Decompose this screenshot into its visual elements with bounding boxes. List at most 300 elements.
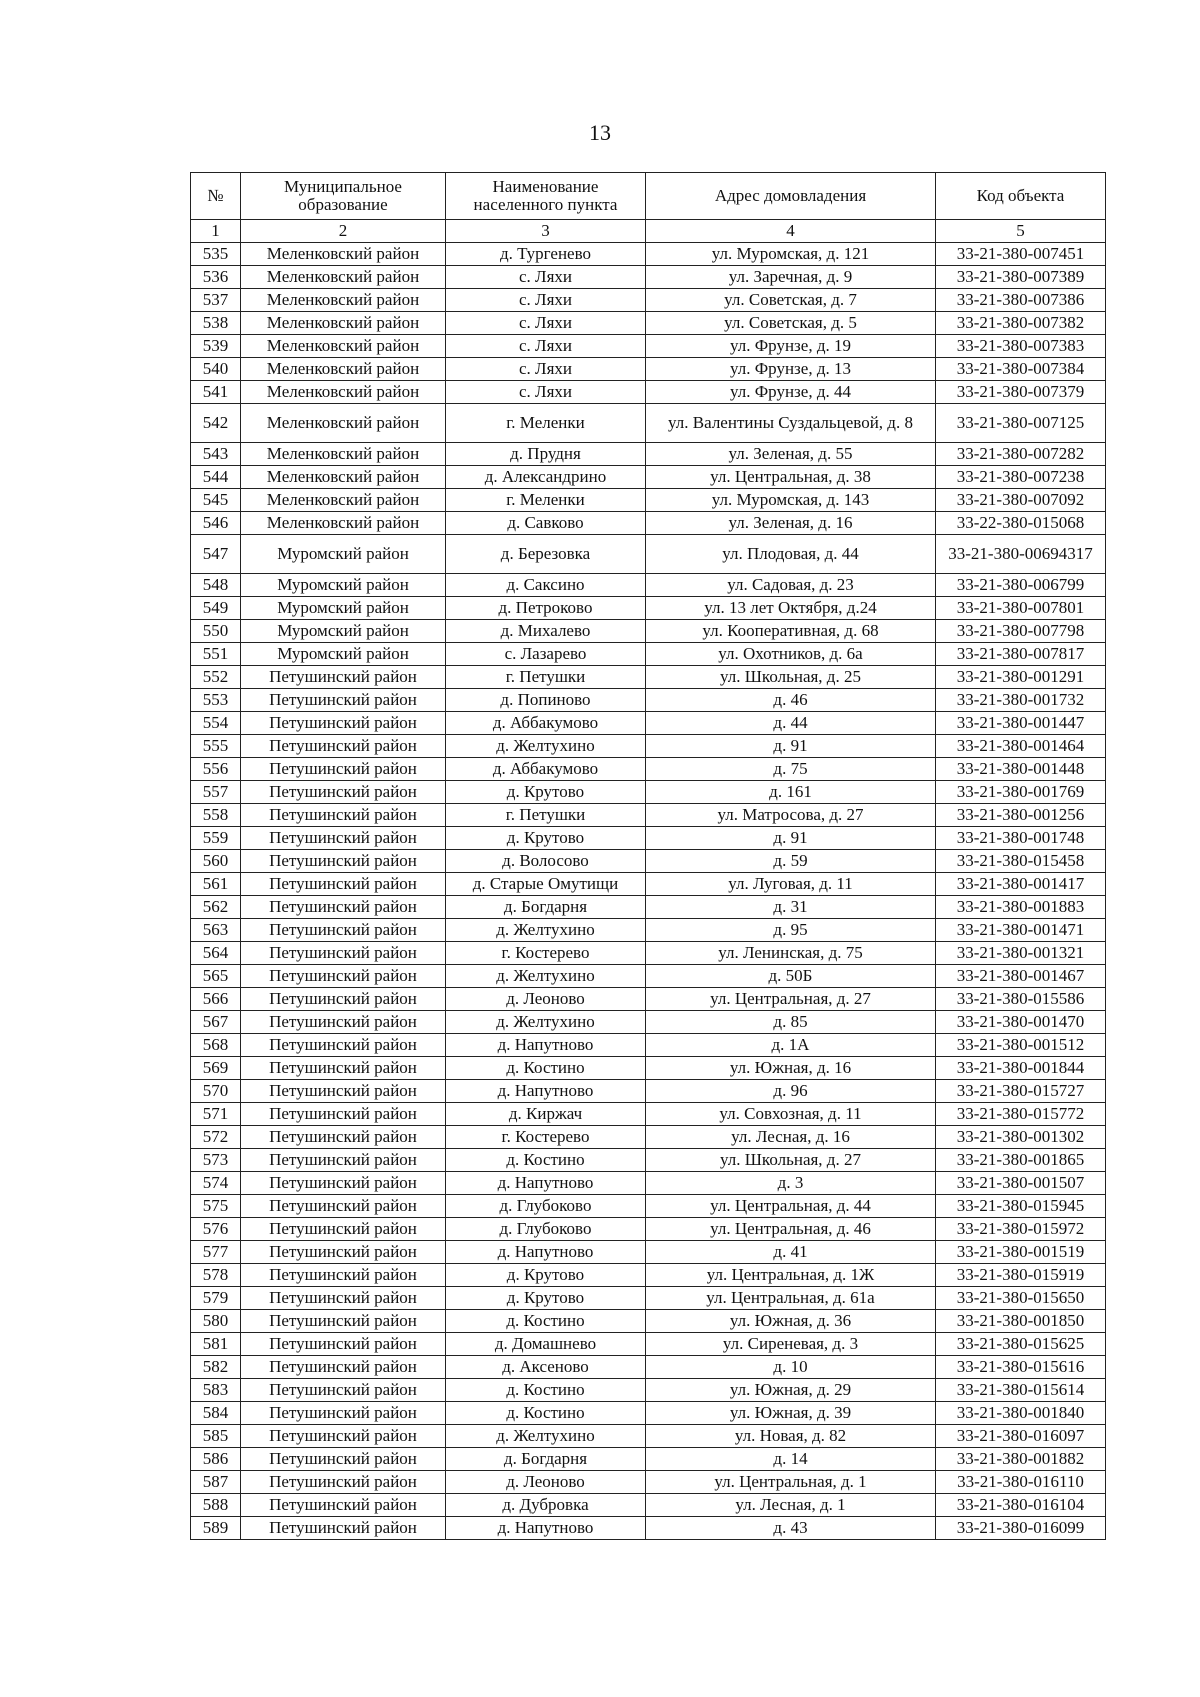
cell-address: ул. Плодовая, д. 44 <box>646 535 936 574</box>
cell-municipality: Меленковский район <box>241 358 446 381</box>
cell-municipality: Петушинский район <box>241 1471 446 1494</box>
cell-address: д. 41 <box>646 1241 936 1264</box>
cell-municipality: Петушинский район <box>241 919 446 942</box>
cell-number: 567 <box>191 1011 241 1034</box>
table-header <box>191 173 1106 243</box>
table-row <box>191 466 1106 489</box>
column-number: 2 <box>241 220 446 243</box>
cell-number: 558 <box>191 804 241 827</box>
table-row <box>191 312 1106 335</box>
cell-object-code: 33-21-380-001865 <box>936 1149 1106 1172</box>
cell-number: 559 <box>191 827 241 850</box>
cell-object-code: 33-21-380-001844 <box>936 1057 1106 1080</box>
cell-number: 580 <box>191 1310 241 1333</box>
cell-number: 542 <box>191 404 241 443</box>
cell-municipality: Петушинский район <box>241 1195 446 1218</box>
cell-municipality: Меленковский район <box>241 335 446 358</box>
cell-object-code: 33-21-380-007386 <box>936 289 1106 312</box>
cell-address: д. 10 <box>646 1356 936 1379</box>
cell-settlement: д. Крутово <box>446 1287 646 1310</box>
cell-municipality: Петушинский район <box>241 666 446 689</box>
cell-settlement: д. Леоново <box>446 988 646 1011</box>
cell-number: 535 <box>191 243 241 266</box>
cell-settlement: д. Крутово <box>446 827 646 850</box>
cell-number: 586 <box>191 1448 241 1471</box>
cell-address: ул. Муромская, д. 121 <box>646 243 936 266</box>
cell-settlement: д. Костино <box>446 1402 646 1425</box>
cell-settlement: с. Ляхи <box>446 335 646 358</box>
cell-settlement: д. Прудня <box>446 443 646 466</box>
column-header-address: Адрес домовладения <box>646 173 936 220</box>
cell-address: ул. Фрунзе, д. 44 <box>646 381 936 404</box>
cell-number: 570 <box>191 1080 241 1103</box>
cell-number: 537 <box>191 289 241 312</box>
cell-settlement: д. Аббакумово <box>446 758 646 781</box>
cell-object-code: 33-21-380-001447 <box>936 712 1106 735</box>
cell-number: 547 <box>191 535 241 574</box>
cell-municipality: Меленковский район <box>241 512 446 535</box>
cell-object-code: 33-21-380-007389 <box>936 266 1106 289</box>
cell-municipality: Петушинский район <box>241 1218 446 1241</box>
cell-address: ул. Кооперативная, д. 68 <box>646 620 936 643</box>
cell-object-code: 33-21-380-001769 <box>936 781 1106 804</box>
table-row <box>191 1241 1106 1264</box>
cell-municipality: Петушинский район <box>241 873 446 896</box>
table-row <box>191 1402 1106 1425</box>
cell-object-code: 33-21-380-007282 <box>936 443 1106 466</box>
cell-municipality: Меленковский район <box>241 489 446 512</box>
table-row <box>191 1379 1106 1402</box>
table-row <box>191 489 1106 512</box>
cell-settlement: д. Саксино <box>446 574 646 597</box>
cell-object-code: 33-21-380-001464 <box>936 735 1106 758</box>
cell-number: 564 <box>191 942 241 965</box>
cell-object-code: 33-21-380-015586 <box>936 988 1106 1011</box>
table-row <box>191 335 1106 358</box>
cell-number: 584 <box>191 1402 241 1425</box>
cell-object-code: 33-21-380-001840 <box>936 1402 1106 1425</box>
cell-address: ул. Южная, д. 16 <box>646 1057 936 1080</box>
cell-object-code: 33-21-380-001448 <box>936 758 1106 781</box>
column-number: 5 <box>936 220 1106 243</box>
cell-settlement: д. Аббакумово <box>446 712 646 735</box>
cell-number: 576 <box>191 1218 241 1241</box>
cell-address: ул. Фрунзе, д. 19 <box>646 335 936 358</box>
cell-municipality: Меленковский район <box>241 312 446 335</box>
cell-object-code: 33-21-380-001748 <box>936 827 1106 850</box>
table-row <box>191 827 1106 850</box>
cell-address: ул. Центральная, д. 44 <box>646 1195 936 1218</box>
table-row <box>191 1126 1106 1149</box>
cell-object-code: 33-22-380-015068 <box>936 512 1106 535</box>
cell-settlement: д. Желтухино <box>446 735 646 758</box>
cell-number: 587 <box>191 1471 241 1494</box>
cell-address: д. 96 <box>646 1080 936 1103</box>
cell-object-code: 33-21-380-015650 <box>936 1287 1106 1310</box>
cell-municipality: Петушинский район <box>241 942 446 965</box>
cell-municipality: Петушинский район <box>241 1333 446 1356</box>
cell-number: 577 <box>191 1241 241 1264</box>
cell-municipality: Петушинский район <box>241 1149 446 1172</box>
cell-object-code: 33-21-380-015727 <box>936 1080 1106 1103</box>
cell-municipality: Петушинский район <box>241 1517 446 1540</box>
cell-address: д. 3 <box>646 1172 936 1195</box>
cell-settlement: с. Ляхи <box>446 381 646 404</box>
cell-number: 578 <box>191 1264 241 1287</box>
cell-object-code: 33-21-380-007383 <box>936 335 1106 358</box>
table-row <box>191 1448 1106 1471</box>
cell-number: 561 <box>191 873 241 896</box>
table-row <box>191 1057 1106 1080</box>
cell-object-code: 33-21-380-015772 <box>936 1103 1106 1126</box>
column-number: 4 <box>646 220 936 243</box>
cell-settlement: д. Желтухино <box>446 965 646 988</box>
cell-number: 569 <box>191 1057 241 1080</box>
cell-municipality: Петушинский район <box>241 1402 446 1425</box>
table-row <box>191 850 1106 873</box>
cell-object-code: 33-21-380-006799 <box>936 574 1106 597</box>
cell-address: д. 44 <box>646 712 936 735</box>
cell-municipality: Петушинский район <box>241 1241 446 1264</box>
cell-number: 551 <box>191 643 241 666</box>
table-row <box>191 597 1106 620</box>
cell-object-code: 33-21-380-007092 <box>936 489 1106 512</box>
cell-object-code: 33-21-380-001512 <box>936 1034 1106 1057</box>
column-number-row <box>191 220 1106 243</box>
cell-object-code: 33-21-380-007384 <box>936 358 1106 381</box>
column-header-object-code: Код объекта <box>936 173 1106 220</box>
cell-address: ул. Центральная, д. 1 <box>646 1471 936 1494</box>
cell-settlement: с. Ляхи <box>446 358 646 381</box>
table-row <box>191 1195 1106 1218</box>
cell-settlement: д. Желтухино <box>446 1011 646 1034</box>
cell-municipality: Петушинский район <box>241 1310 446 1333</box>
cell-settlement: г. Петушки <box>446 804 646 827</box>
cell-municipality: Петушинский район <box>241 804 446 827</box>
cell-address: д. 1А <box>646 1034 936 1057</box>
table-row <box>191 1080 1106 1103</box>
cell-number: 539 <box>191 335 241 358</box>
table-row <box>191 666 1106 689</box>
cell-settlement: д. Волосово <box>446 850 646 873</box>
column-number: 3 <box>446 220 646 243</box>
cell-number: 579 <box>191 1287 241 1310</box>
cell-number: 560 <box>191 850 241 873</box>
table-body <box>191 243 1106 1540</box>
cell-number: 538 <box>191 312 241 335</box>
cell-number: 568 <box>191 1034 241 1057</box>
cell-municipality: Петушинский район <box>241 781 446 804</box>
cell-municipality: Муромский район <box>241 597 446 620</box>
cell-address: ул. Зеленая, д. 16 <box>646 512 936 535</box>
table-row <box>191 1172 1106 1195</box>
cell-address: ул. Центральная, д. 1Ж <box>646 1264 936 1287</box>
cell-settlement: д. Попиново <box>446 689 646 712</box>
cell-address: ул. Ленинская, д. 75 <box>646 942 936 965</box>
cell-address: ул. Центральная, д. 61а <box>646 1287 936 1310</box>
cell-municipality: Меленковский район <box>241 466 446 489</box>
cell-settlement: д. Богдарня <box>446 1448 646 1471</box>
table-row <box>191 804 1106 827</box>
cell-address: д. 14 <box>646 1448 936 1471</box>
cell-object-code: 33-21-380-015919 <box>936 1264 1106 1287</box>
cell-settlement: д. Старые Омутищи <box>446 873 646 896</box>
cell-municipality: Петушинский район <box>241 965 446 988</box>
cell-address: ул. Валентины Суздальцевой, д. 8 <box>646 404 936 443</box>
table-row <box>191 443 1106 466</box>
cell-settlement: г. Меленки <box>446 489 646 512</box>
cell-municipality: Меленковский район <box>241 289 446 312</box>
cell-settlement: д. Александрино <box>446 466 646 489</box>
cell-address: ул. Советская, д. 7 <box>646 289 936 312</box>
cell-municipality: Меленковский район <box>241 443 446 466</box>
cell-number: 562 <box>191 896 241 919</box>
table-row <box>191 1517 1106 1540</box>
cell-address: д. 43 <box>646 1517 936 1540</box>
cell-municipality: Муромский район <box>241 643 446 666</box>
table-row <box>191 535 1106 574</box>
table-row <box>191 896 1106 919</box>
cell-number: 543 <box>191 443 241 466</box>
table-row <box>191 1034 1106 1057</box>
cell-object-code: 33-21-380-001471 <box>936 919 1106 942</box>
table-row <box>191 243 1106 266</box>
cell-object-code: 33-21-380-001507 <box>936 1172 1106 1195</box>
cell-object-code: 33-21-380-001417 <box>936 873 1106 896</box>
cell-number: 571 <box>191 1103 241 1126</box>
cell-municipality: Петушинский район <box>241 896 446 919</box>
column-header-number: № <box>191 173 241 220</box>
table-row <box>191 942 1106 965</box>
cell-number: 555 <box>191 735 241 758</box>
cell-object-code: 33-21-380-001291 <box>936 666 1106 689</box>
cell-object-code: 33-21-380-007238 <box>936 466 1106 489</box>
page-number: 13 <box>589 120 611 145</box>
cell-number: 552 <box>191 666 241 689</box>
table-row <box>191 1264 1106 1287</box>
cell-number: 544 <box>191 466 241 489</box>
cell-settlement: д. Домашнево <box>446 1333 646 1356</box>
table-row <box>191 1425 1106 1448</box>
cell-settlement: д. Напутново <box>446 1517 646 1540</box>
cell-address: ул. Совхозная, д. 11 <box>646 1103 936 1126</box>
table-row <box>191 289 1106 312</box>
cell-object-code: 33-21-380-001470 <box>936 1011 1106 1034</box>
cell-object-code: 33-21-380-001519 <box>936 1241 1106 1264</box>
cell-object-code: 33-21-380-001732 <box>936 689 1106 712</box>
cell-settlement: д. Березовка <box>446 535 646 574</box>
cell-address: ул. Школьная, д. 25 <box>646 666 936 689</box>
cell-address: д. 31 <box>646 896 936 919</box>
cell-object-code: 33-21-380-007125 <box>936 404 1106 443</box>
cell-object-code: 33-21-380-001256 <box>936 804 1106 827</box>
cell-municipality: Меленковский район <box>241 243 446 266</box>
cell-object-code: 33-21-380-001467 <box>936 965 1106 988</box>
cell-municipality: Петушинский район <box>241 1379 446 1402</box>
cell-number: 546 <box>191 512 241 535</box>
cell-settlement: д. Желтухино <box>446 919 646 942</box>
cell-address: ул. Заречная, д. 9 <box>646 266 936 289</box>
table-row <box>191 574 1106 597</box>
cell-address: ул. Центральная, д. 27 <box>646 988 936 1011</box>
cell-address: ул. Зеленая, д. 55 <box>646 443 936 466</box>
table-row <box>191 1356 1106 1379</box>
cell-number: 549 <box>191 597 241 620</box>
cell-municipality: Петушинский район <box>241 1287 446 1310</box>
table-row <box>191 873 1106 896</box>
cell-number: 573 <box>191 1149 241 1172</box>
cell-address: ул. Лесная, д. 16 <box>646 1126 936 1149</box>
cell-municipality: Петушинский район <box>241 1126 446 1149</box>
cell-object-code: 33-21-380-007382 <box>936 312 1106 335</box>
cell-municipality: Петушинский район <box>241 1356 446 1379</box>
cell-object-code: 33-21-380-016097 <box>936 1425 1106 1448</box>
cell-number: 536 <box>191 266 241 289</box>
cell-municipality: Петушинский район <box>241 735 446 758</box>
cell-number: 574 <box>191 1172 241 1195</box>
cell-municipality: Петушинский район <box>241 758 446 781</box>
cell-municipality: Меленковский район <box>241 266 446 289</box>
table-row <box>191 620 1106 643</box>
table-row <box>191 404 1106 443</box>
cell-object-code: 33-21-380-015625 <box>936 1333 1106 1356</box>
cell-number: 540 <box>191 358 241 381</box>
cell-object-code: 33-21-380-001321 <box>936 942 1106 965</box>
cell-object-code: 33-21-380-007451 <box>936 243 1106 266</box>
cell-object-code: 33-21-380-007379 <box>936 381 1106 404</box>
cell-settlement: д. Крутово <box>446 781 646 804</box>
cell-object-code: 33-21-380-007817 <box>936 643 1106 666</box>
table-row <box>191 381 1106 404</box>
cell-address: д. 91 <box>646 827 936 850</box>
cell-municipality: Петушинский район <box>241 689 446 712</box>
cell-municipality: Петушинский район <box>241 1264 446 1287</box>
table-row <box>191 1494 1106 1517</box>
column-header-municipality: Муниципальное образование <box>241 173 446 220</box>
table-row <box>191 266 1106 289</box>
cell-number: 572 <box>191 1126 241 1149</box>
cell-address: д. 75 <box>646 758 936 781</box>
cell-address: д. 161 <box>646 781 936 804</box>
cell-object-code: 33-21-380-001883 <box>936 896 1106 919</box>
cell-number: 550 <box>191 620 241 643</box>
cell-municipality: Петушинский район <box>241 1425 446 1448</box>
cell-address: ул. 13 лет Октября, д.24 <box>646 597 936 620</box>
cell-address: ул. Центральная, д. 46 <box>646 1218 936 1241</box>
table-row <box>191 358 1106 381</box>
cell-settlement: д. Крутово <box>446 1264 646 1287</box>
table-row <box>191 965 1106 988</box>
cell-settlement: д. Михалево <box>446 620 646 643</box>
cell-settlement: д. Костино <box>446 1310 646 1333</box>
cell-address: д. 46 <box>646 689 936 712</box>
cell-municipality: Петушинский район <box>241 1103 446 1126</box>
cell-settlement: г. Костерево <box>446 1126 646 1149</box>
cell-settlement: д. Напутново <box>446 1172 646 1195</box>
cell-settlement: д. Напутново <box>446 1034 646 1057</box>
cell-settlement: д. Костино <box>446 1057 646 1080</box>
cell-settlement: д. Желтухино <box>446 1425 646 1448</box>
table-row <box>191 735 1106 758</box>
cell-object-code: 33-21-380-016104 <box>936 1494 1106 1517</box>
cell-municipality: Петушинский район <box>241 827 446 850</box>
cell-object-code: 33-21-380-015616 <box>936 1356 1106 1379</box>
cell-settlement: с. Ляхи <box>446 266 646 289</box>
table-row <box>191 512 1106 535</box>
cell-number: 575 <box>191 1195 241 1218</box>
cell-settlement: д. Киржач <box>446 1103 646 1126</box>
cell-settlement: д. Тургенево <box>446 243 646 266</box>
cell-address: ул. Южная, д. 29 <box>646 1379 936 1402</box>
cell-object-code: 33-21-380-016110 <box>936 1471 1106 1494</box>
column-header-row <box>191 173 1106 220</box>
table-row <box>191 1333 1106 1356</box>
cell-settlement: д. Глубоково <box>446 1195 646 1218</box>
cell-object-code: 33-21-380-015972 <box>936 1218 1106 1241</box>
cell-address: ул. Матросова, д. 27 <box>646 804 936 827</box>
table-row <box>191 1218 1106 1241</box>
cell-object-code: 33-21-380-015945 <box>936 1195 1106 1218</box>
cell-settlement: д. Савково <box>446 512 646 535</box>
cell-address: д. 59 <box>646 850 936 873</box>
cell-municipality: Петушинский район <box>241 1011 446 1034</box>
cell-settlement: г. Петушки <box>446 666 646 689</box>
cell-address: ул. Школьная, д. 27 <box>646 1149 936 1172</box>
cell-object-code: 33-21-380-00694317 <box>936 535 1106 574</box>
cell-settlement: д. Леоново <box>446 1471 646 1494</box>
cell-object-code: 33-21-380-007801 <box>936 597 1106 620</box>
cell-object-code: 33-21-380-001302 <box>936 1126 1106 1149</box>
cell-address: ул. Южная, д. 36 <box>646 1310 936 1333</box>
table-row <box>191 758 1106 781</box>
cell-address: ул. Новая, д. 82 <box>646 1425 936 1448</box>
cell-address: ул. Муромская, д. 143 <box>646 489 936 512</box>
cell-number: 541 <box>191 381 241 404</box>
cell-settlement: с. Ляхи <box>446 312 646 335</box>
cell-municipality: Петушинский район <box>241 1057 446 1080</box>
cell-settlement: с. Лазарево <box>446 643 646 666</box>
cell-municipality: Меленковский район <box>241 381 446 404</box>
cell-municipality: Петушинский район <box>241 988 446 1011</box>
cell-number: 565 <box>191 965 241 988</box>
cell-municipality: Петушинский район <box>241 1448 446 1471</box>
cell-number: 557 <box>191 781 241 804</box>
cell-address: ул. Садовая, д. 23 <box>646 574 936 597</box>
table-row <box>191 1310 1106 1333</box>
column-header-settlement: Наименование населенного пункта <box>446 173 646 220</box>
cell-address: д. 95 <box>646 919 936 942</box>
cell-address: ул. Центральная, д. 38 <box>646 466 936 489</box>
cell-municipality: Петушинский район <box>241 712 446 735</box>
cell-settlement: д. Дубровка <box>446 1494 646 1517</box>
cell-number: 563 <box>191 919 241 942</box>
cell-address: ул. Фрунзе, д. 13 <box>646 358 936 381</box>
cell-address: ул. Лесная, д. 1 <box>646 1494 936 1517</box>
cell-number: 545 <box>191 489 241 512</box>
table-row <box>191 1287 1106 1310</box>
cell-municipality: Петушинский район <box>241 1172 446 1195</box>
cell-address: ул. Луговая, д. 11 <box>646 873 936 896</box>
cell-object-code: 33-21-380-015614 <box>936 1379 1106 1402</box>
cell-address: ул. Охотников, д. 6а <box>646 643 936 666</box>
cell-municipality: Муромский район <box>241 574 446 597</box>
cell-settlement: д. Костино <box>446 1149 646 1172</box>
cell-settlement: д. Глубоково <box>446 1218 646 1241</box>
cell-settlement: г. Костерево <box>446 942 646 965</box>
cell-municipality: Петушинский район <box>241 1034 446 1057</box>
cell-number: 554 <box>191 712 241 735</box>
cell-number: 582 <box>191 1356 241 1379</box>
